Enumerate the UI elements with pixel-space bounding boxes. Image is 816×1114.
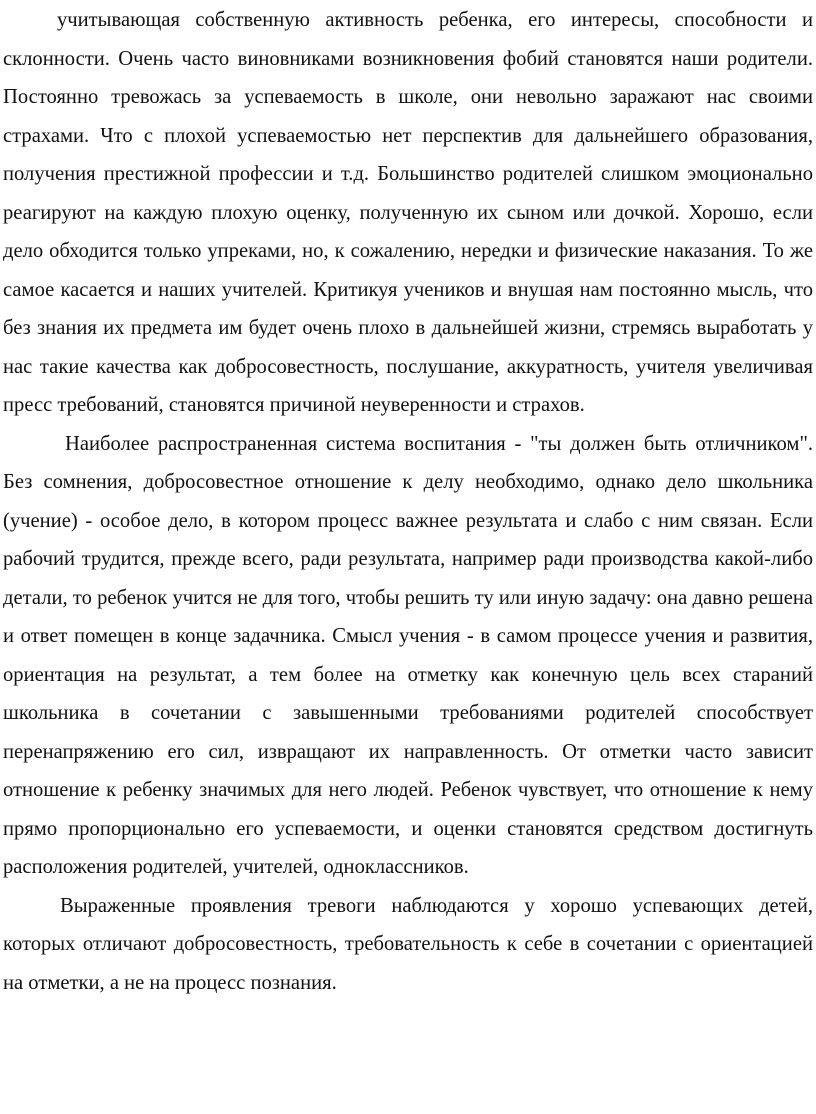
paragraph-3: Выраженные проявления тревоги наблюдаются у хорошо успевающих детей, которых отличают добросовестность, требовательность к себе в сочетании с ориентацией на отметки, а не на процесс познания. [3, 894, 813, 994]
paragraph-1: учитывающая собственную активность ребенка, его интересы, способности и склонности. Очень часто виновниками возникновения фобий становятся наши родители. Постоянно тревожась за успеваемость в школе, они невольно заражают нас своими страхами. Что с плохой успеваемостью нет перспектив для дальнейшего образования, получения престижной профессии и т.д. Большинство родителей слишком эмоционально реагируют на каждую плохую оценку, полученную их сыном или дочкой. Хорошо, если дело обходится только упреками, но, к сожалению, нередки и физические наказания. То же самое касается и наших учителей. Критикуя учеников и внушая нам постоянно мысль, что без знания их предмета им будет очень плохо в дальнейшей жизни, стремясь выработать у нас такие качества как добросовестность, послушание, аккуратность, учителя увеличивая пресс требований, становятся причиной неуверенности и страхов. [3, 9, 813, 416]
paragraph-2: Наиболее распространенная система воспитания - "ты должен быть отличником". Без сомнения, добросовестное отношение к делу необходимо, однако дело школьника (учение) - особое дело, в котором процесс важнее результата и слабо с ним связан. Если рабочий трудится, прежде всего, ради результата, например ради производства какой-либо детали, то ребенок учится не для того, чтобы решить ту или иную задачу: она давно решена и ответ помещен в конце задачника. Смысл учения - в самом процессе учения и развития, ориентация на результат, а тем более на отметку как конечную цель всех стараний школьника в сочетании с завышенными требованиями родителей способствует перенапряжению его сил, извращают их направленность. От отметки часто зависит отношение к ребенку значимых для него людей. Ребенок чувствует, что отношение к нему прямо пропорционально его успеваемости, и оценки становятся средством достигнуть расположения родителей, учителей, одноклассников. [3, 432, 813, 878]
